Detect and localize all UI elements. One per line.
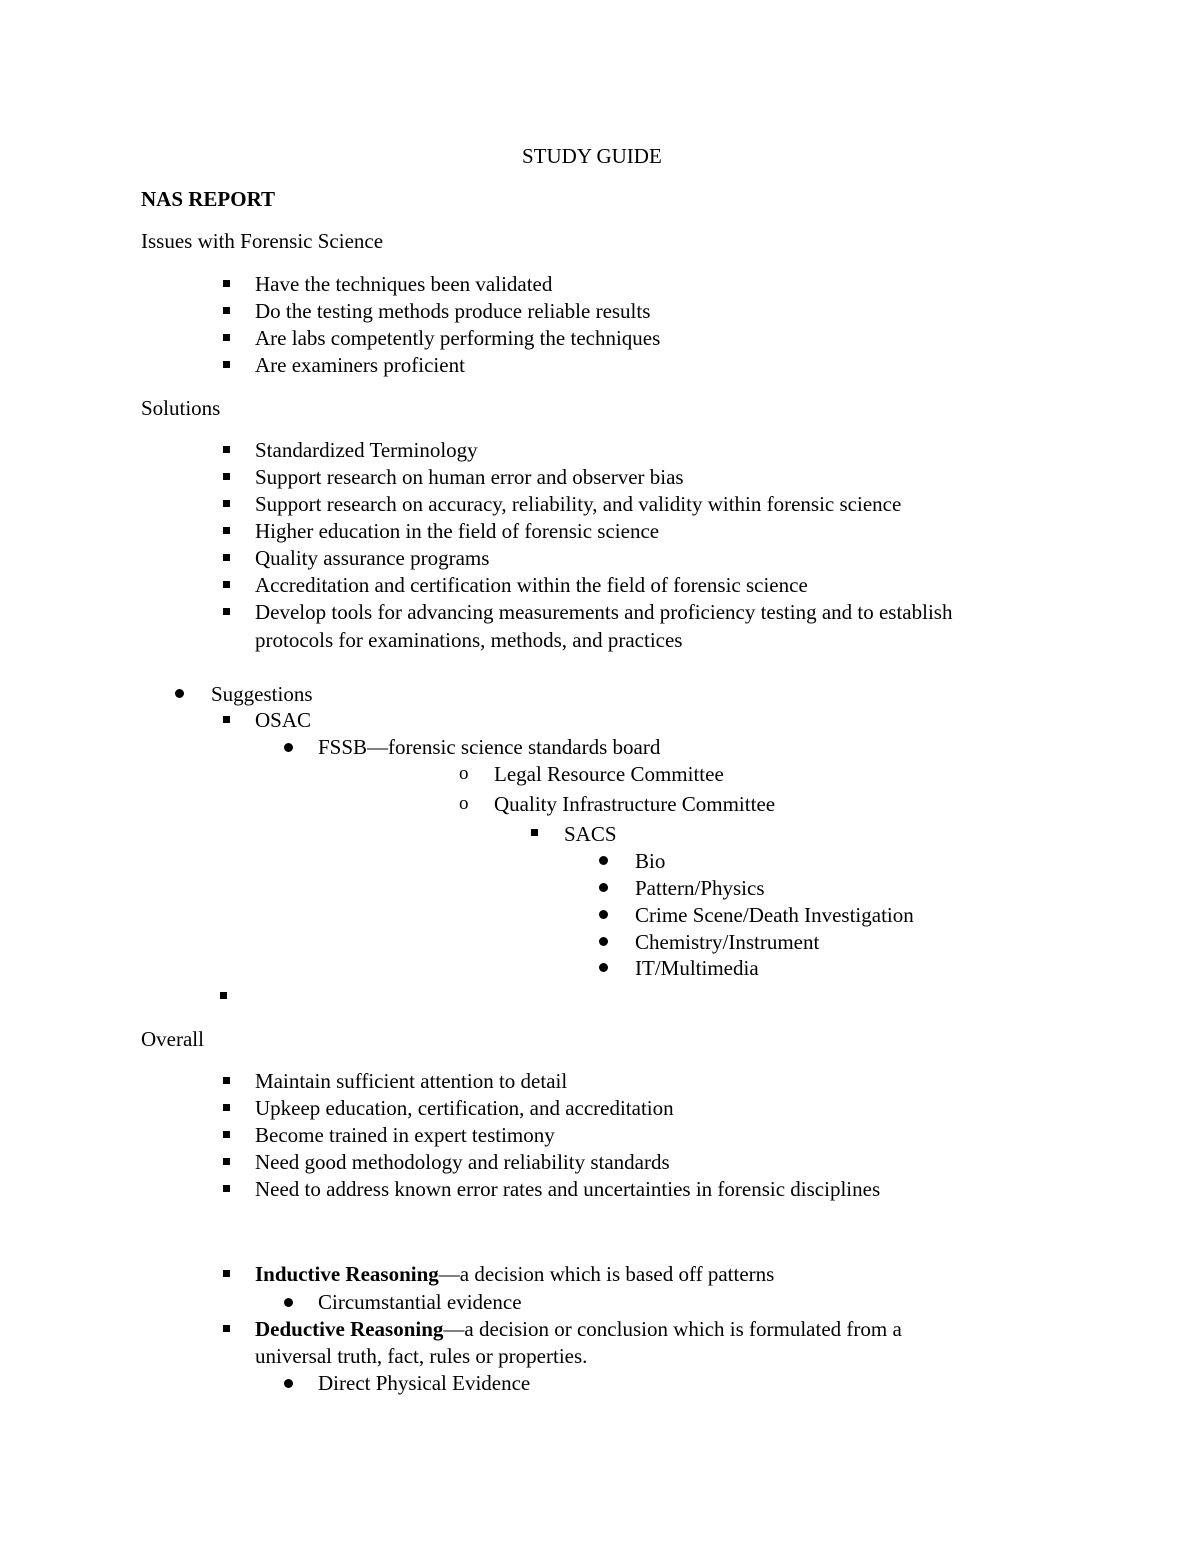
solutions-heading: Solutions [141, 396, 221, 420]
bullet-square-icon [223, 1158, 230, 1165]
list-item: Support research on accuracy, reliability, and validity within forensic science [255, 492, 902, 516]
bullet-square-icon [223, 280, 230, 287]
bullet-square-icon [223, 473, 230, 480]
bullet-circle-icon: o [459, 763, 469, 784]
bullet-square-icon [223, 361, 230, 368]
deductive-definition-continuation: universal truth, fact, rules or properties. [255, 1344, 588, 1368]
sacs-item: Bio [635, 849, 666, 873]
bullet-dot-icon [599, 937, 608, 946]
bullet-square-icon [223, 334, 230, 341]
list-item: Have the techniques been validated [255, 272, 553, 296]
list-item: Support research on human error and observer bias [255, 465, 684, 489]
bullet-square-icon [223, 446, 230, 453]
sacs-label: SACS [564, 822, 617, 846]
suggestions-label: Suggestions [211, 682, 313, 706]
bullet-square-icon [220, 992, 227, 999]
section-heading-text: NAS REPORT [141, 187, 276, 211]
bullet-dot-icon [599, 963, 608, 972]
list-item: Maintain sufficient attention to detail [255, 1069, 568, 1093]
issues-heading: Issues with Forensic Science [141, 229, 384, 253]
bullet-square-icon [223, 1077, 230, 1084]
bullet-square-icon [223, 307, 230, 314]
bullet-square-icon [531, 829, 538, 836]
osac-label: OSAC [255, 708, 312, 732]
inductive-term: Inductive Reasoning [255, 1262, 439, 1286]
committee-item: Quality Infrastructure Committee [494, 792, 776, 816]
fssb-label: FSSB—forensic science standards board [318, 735, 661, 759]
list-item: Quality assurance programs [255, 546, 490, 570]
bullet-square-icon [223, 1131, 230, 1138]
inductive-reasoning-item [255, 1261, 774, 1287]
document-title: STUDY GUIDE [522, 144, 662, 168]
sacs-item: Crime Scene/Death Investigation [635, 903, 914, 927]
bullet-square-icon [223, 608, 230, 615]
list-item: Higher education in the field of forensic science [255, 519, 660, 543]
list-item: Upkeep education, certification, and accreditation [255, 1096, 674, 1120]
bullet-square-icon [223, 1185, 230, 1192]
committee-item: Legal Resource Committee [494, 762, 724, 786]
bullet-dot-icon [599, 883, 608, 892]
list-item: Need to address known error rates and uncertainties in forensic disciplines [255, 1177, 881, 1201]
bullet-dot-icon [599, 910, 608, 919]
list-item: Are examiners proficient [255, 353, 465, 377]
bullet-dot-icon [175, 689, 184, 698]
bullet-square-icon [223, 1104, 230, 1111]
bullet-circle-icon: o [459, 793, 469, 814]
bullet-square-icon [223, 500, 230, 507]
bullet-square-icon [223, 1270, 230, 1277]
bullet-dot-icon [284, 743, 293, 752]
sacs-item: Pattern/Physics [635, 876, 765, 900]
inductive-example: Circumstantial evidence [318, 1290, 522, 1314]
list-item: Need good methodology and reliability standards [255, 1150, 670, 1174]
list-item: Become trained in expert testimony [255, 1123, 555, 1147]
deductive-example: Direct Physical Evidence [318, 1371, 531, 1395]
bullet-square-icon [223, 1325, 230, 1332]
bullet-square-icon [223, 554, 230, 561]
sacs-item: Chemistry/Instrument [635, 930, 820, 954]
bullet-square-icon [223, 527, 230, 534]
bullet-dot-icon [284, 1298, 293, 1307]
list-item: Standardized Terminology [255, 438, 478, 462]
section-heading [141, 186, 275, 212]
list-item: Accreditation and certification within the field of forensic science [255, 573, 808, 597]
list-item: Are labs competently performing the techniques [255, 326, 661, 350]
list-item: Develop tools for advancing measurements and proficiency testing and to establish [255, 600, 953, 624]
bullet-dot-icon [599, 856, 608, 865]
sacs-item: IT/Multimedia [635, 956, 759, 980]
deductive-term: Deductive Reasoning [255, 1317, 444, 1341]
bullet-square-icon [223, 581, 230, 588]
bullet-square-icon [223, 716, 230, 723]
deductive-definition: —a decision or conclusion which is formulated from a [443, 1317, 902, 1341]
list-item-continuation: protocols for examinations, methods, and practices [255, 628, 683, 652]
bullet-dot-icon [284, 1379, 293, 1388]
inductive-definition: —a decision which is based off patterns [438, 1262, 775, 1286]
overall-heading: Overall [141, 1027, 204, 1051]
list-item: Do the testing methods produce reliable results [255, 299, 651, 323]
deductive-reasoning-item [255, 1316, 902, 1342]
